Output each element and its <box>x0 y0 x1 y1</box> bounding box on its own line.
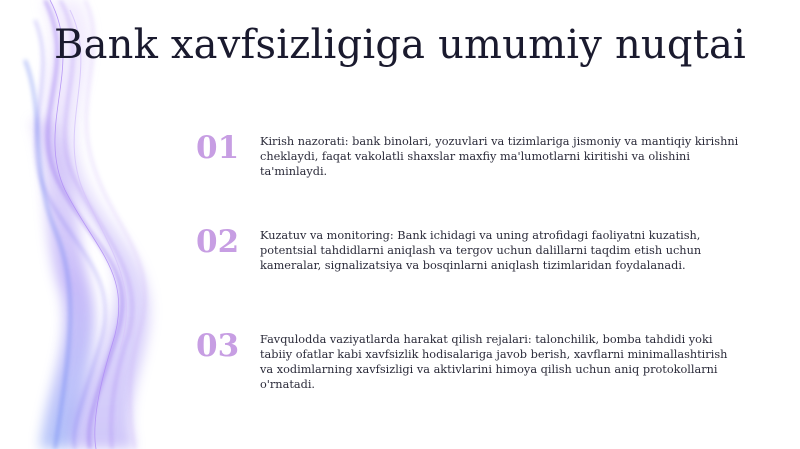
item-text: Kirish nazorati: bank binolari, yozuvlari va tizimlariga jismoniy va mantiqiy kirishni cheklaydi, faqat vakolatli shaxslar maxfiy ma'lumotlarni kiritishi va olishini ta'minlaydi. <box>260 135 739 178</box>
item-number: 01 <box>196 130 240 166</box>
item-number: 03 <box>196 328 240 364</box>
item-text: Favqulodda vaziyatlarda harakat qilish rejalari: talonchilik, bomba tahdidi yoki tabiiy ofatlar kabi xavfsizlik hodisalariga javob berish, xavflarni minimallashtirish va xodimlarning xavfsizligi va aktivlarini himoya qilish uchun aniq protokollarni o'rnatadi. <box>260 333 728 391</box>
item-number: 02 <box>196 224 240 260</box>
slide-title: Bank xavfsizligiga umumiy nuqtai <box>53 22 747 68</box>
item-text: Kuzatuv va monitoring: Bank ichidagi va uning atrofidagi faoliyatni kuzatish, potentsial tahdidlarni aniqlash va tergov uchun dalillarni taqdim etish uchun kameralar, signalizatsiya va bosqinlarni aniqlash tizimlaridan foydalanadi. <box>260 229 702 272</box>
